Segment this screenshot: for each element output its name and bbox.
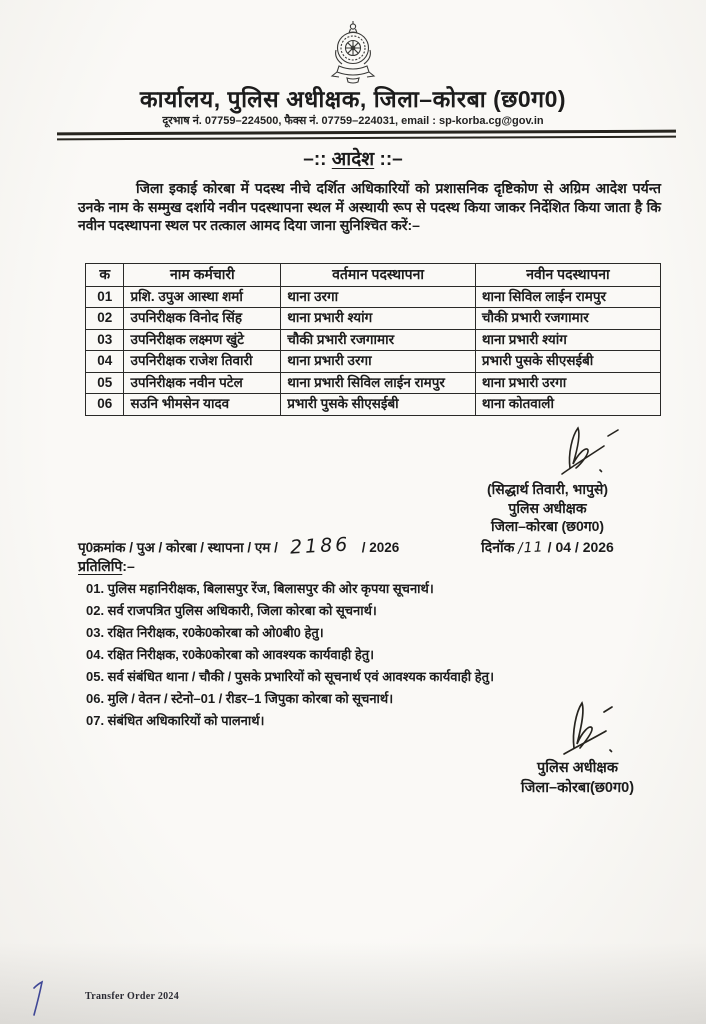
- cell-serial: 03: [86, 329, 124, 351]
- signatory-district: जिला–कोरबा (छ0ग0): [490, 518, 605, 534]
- list-item: 06. मुलि / वेतन / स्टेनो–01 / रीडर–1 जिपुका कोरबा को सूचनार्थ।: [86, 690, 394, 706]
- copy-to-suffix: :–: [122, 558, 135, 574]
- list-item: 07. संबंधित अधिकारियों को पालनार्थ।: [86, 712, 265, 728]
- copy-to-word: प्रतिलिपि: [78, 558, 123, 574]
- cell-new-posting: थाना प्रभारी उरगा: [475, 372, 660, 394]
- header-divider: [57, 130, 676, 141]
- handwritten-page-mark: [28, 980, 50, 1023]
- table-row: [86, 329, 661, 351]
- signatory-block: [420, 480, 675, 557]
- table-row: [86, 351, 661, 373]
- list-item: 02. सर्व राजपत्रित पुलिस अधिकारी, जिला कोरबा को सूचनार्थ।: [86, 602, 377, 618]
- order-date-line: [420, 538, 675, 558]
- cell-current-posting: थाना प्रभारी सिविल लाईन रामपुर: [281, 372, 476, 394]
- cell-serial: 02: [86, 308, 124, 330]
- office-title: कार्यालय, पुलिस अधीक्षक, जिला–कोरबा (छ0ग0): [139, 86, 567, 112]
- order-title-word: आदेश: [331, 149, 375, 170]
- signatory-name: (सिद्धार्थ तिवारी, भापुसे): [486, 481, 609, 497]
- office-contact-line: दूरभाष नं. 07759–224500, फैक्स नं. 07759–224031, email : sp-korba.cg@gov.in: [162, 115, 544, 127]
- cell-name: प्रशि. उपुअ आस्था शर्मा: [124, 286, 281, 308]
- copy-to-label: [78, 557, 135, 576]
- col-header-new-posting: नवीन पदस्थापना: [475, 264, 660, 287]
- cell-new-posting: प्रभारी पुसके सीएसईबी: [475, 351, 660, 373]
- table-row: [86, 372, 661, 394]
- signatory-block-bottom: [470, 758, 685, 798]
- cell-serial: 04: [86, 351, 124, 373]
- signature-scribble-icon: [548, 698, 628, 765]
- cell-current-posting: थाना प्रभारी उरगा: [281, 351, 476, 373]
- table-row: [86, 286, 661, 308]
- cell-serial: 06: [86, 394, 124, 416]
- table-header-row: [86, 264, 661, 287]
- cell-serial: 01: [86, 286, 124, 308]
- list-item: 03. रक्षित निरीक्षक, र0के0कोरबा को ओ0बी0 हेतु।: [86, 624, 324, 640]
- cell-current-posting: थाना प्रभारी श्यांग: [281, 308, 476, 330]
- cell-current-posting: प्रभारी पुसके सीएसईबी: [281, 394, 476, 416]
- handwritten-date-day: /11: [517, 538, 545, 557]
- cell-current-posting: थाना उरगा: [281, 286, 476, 308]
- date-rest: / 04 / 2026: [547, 538, 614, 555]
- table-row: [86, 308, 661, 330]
- cell-name: उपनिरीक्षक नवीन पटेल: [124, 372, 281, 394]
- cell-name: उपनिरीक्षक राजेश तिवारी: [124, 351, 281, 373]
- cell-name: उपनिरीक्षक विनोद सिंह: [124, 308, 281, 330]
- signatory-designation: पुलिस अधीक्षक: [537, 760, 618, 776]
- signatory-district: जिला–कोरबा(छ0ग0): [520, 780, 635, 796]
- cell-new-posting: चौकी प्रभारी रजगामार: [475, 308, 660, 330]
- cell-name: उपनिरीक्षक लक्ष्मण खुंटे: [124, 329, 281, 351]
- footer-document-label: Transfer Order 2024: [85, 991, 180, 1002]
- order-title: [0, 145, 706, 171]
- cell-new-posting: थाना कोतवाली: [475, 394, 660, 416]
- list-item: 04. रक्षित निरीक्षक, र0के0कोरबा को आवश्यक कार्यवाही हेतु।: [86, 646, 375, 662]
- col-header-serial: क: [86, 264, 124, 287]
- signatory-designation: पुलिस अधीक्षक: [508, 499, 587, 516]
- handwritten-memo-number: 2186: [289, 533, 351, 559]
- cell-new-posting: थाना सिविल लाईन रामपुर: [475, 286, 660, 308]
- transfer-table: [85, 263, 661, 416]
- order-body-paragraph: जिला इकाई कोरबा में पदस्थ नीचे दर्शित अधिकारियों को प्रशासनिक दृष्टिकोण से अग्रिम आदेश पर्यन्त उनके नाम के सम्मुख दर्शाये नवीन पदस्थापना स्थल में अस्थायी रूप से पदस्थ किया जाकर निर्देशित किया जाता है कि नवीन पदस्थापना स्थल पर तत्काल आमद दिया जाना सुनिश्चित करें:–: [78, 180, 661, 234]
- table-row: [86, 394, 661, 416]
- list-item: 05. सर्व संबंधित थाना / चौकी / पुसके प्रभारियों को सूचनार्थ एवं आवश्यक कार्यवाही हेतु।: [86, 668, 494, 684]
- memo-year: / 2026: [361, 540, 400, 555]
- col-header-current-posting: वर्तमान पदस्थापना: [281, 264, 476, 287]
- order-title-suffix: ::–: [379, 149, 403, 170]
- cell-name: सउनि भीमसेन यादव: [124, 394, 281, 416]
- memo-prefix: पृ0क्रमांक / पुअ / कोरबा / स्थापना / एम /: [78, 540, 278, 555]
- cell-current-posting: चौकी प्रभारी रजगामार: [281, 329, 476, 351]
- cell-serial: 05: [86, 372, 124, 394]
- cell-new-posting: थाना प्रभारी श्यांग: [475, 329, 660, 351]
- date-label: दिनॉक: [481, 538, 515, 555]
- memo-number-line: [78, 535, 399, 557]
- col-header-name: नाम कर्मचारी: [124, 264, 281, 287]
- order-title-prefix: –::: [303, 149, 327, 170]
- signature-scribble-icon: [548, 424, 628, 487]
- police-crest-icon: [0, 20, 706, 91]
- list-item: 01. पुलिस महानिरीक्षक, बिलासपुर रेंज, बिलासपुर की ओर कृपया सूचनार्थ।: [86, 581, 434, 596]
